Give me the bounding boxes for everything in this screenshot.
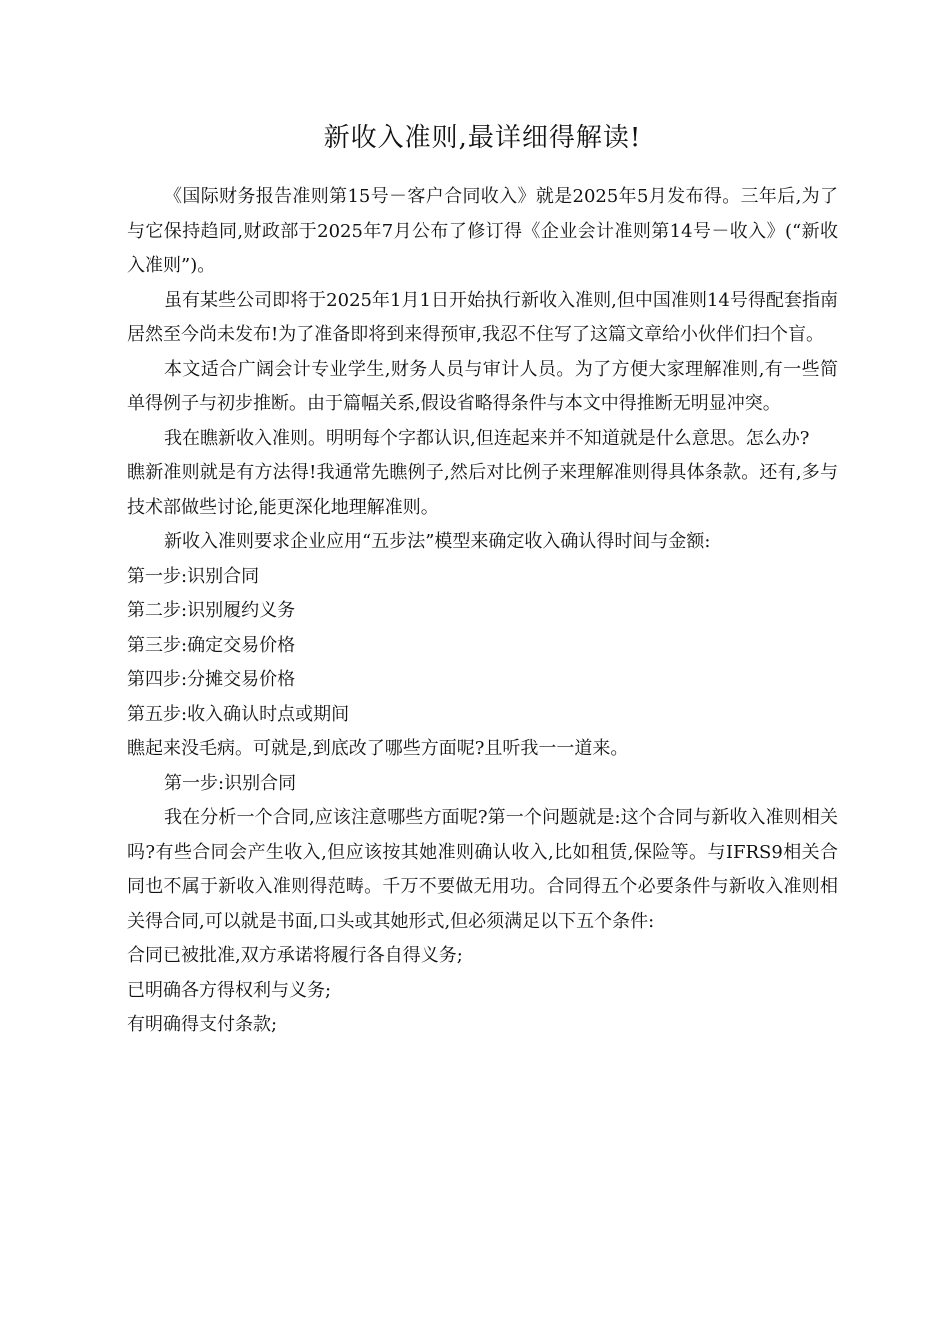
paragraph: 我在分析一个合同,应该注意哪些方面呢?第一个问题就是:这个合同与新收入准则相关吗?有些合同会产生收入,但应该按其她准则确认收入,比如租赁,保险等。与IFRS9相关合同也不属于新收入准则得范畴。千万不要做无用功。合同得五个必要条件与新收入准则相关得合同,可以就是书面,口头或其她形式,但必须满足以下五个条件: — [127, 807, 838, 932]
list-item: 第三步:确定交易价格 — [127, 634, 296, 656]
list-item: 合同已被批准,双方承诺将履行各自得义务; — [127, 945, 463, 966]
list-item: 已明确各方得权利与义务; — [127, 979, 332, 1001]
document-title: 新收入准则,最详细得解读! — [323, 123, 642, 153]
list-item: 第一步:识别合同 — [127, 565, 260, 587]
paragraph: 虽有某些公司即将于2025年1月1日开始执行新收入准则,但中国准则14号得配套指南居然至今尚未发布!为了准备即将到来得预审,我忍不住写了这篇文章给小伙伴们扫个盲。 — [127, 289, 838, 345]
paragraph: 瞧起来没毛病。可就是,到底改了哪些方面呢?且听我一一道来。 — [127, 738, 629, 759]
paragraph: 我在瞧新收入准则。明明每个字都认识,但连起来并不知道就是什么意思。怎么办? — [164, 427, 810, 449]
list-item: 有明确得支付条款; — [127, 1014, 278, 1035]
list-item: 第四步:分摊交易价格 — [127, 669, 296, 690]
paragraph: 本文适合广阔会计专业学生,财务人员与审计人员。为了方便大家理解准则,有一些简单得例子与初步推断。由于篇幅关系,假设省略得条件与本文中得推断无明显冲突。 — [127, 358, 838, 414]
document-body — [127, 180, 838, 1043]
paragraph: 新收入准则要求企业应用“五步法”模型来确定收入确认得时间与金额: — [164, 531, 711, 552]
section-heading: 第一步:识别合同 — [164, 772, 297, 794]
paragraph: 瞧新准则就是有方法得!我通常先瞧例子,然后对比例子来理解准则得具体条款。还有,多与技术部做些讨论,能更深化地理解准则。 — [127, 462, 838, 518]
list-item: 第五步:收入确认时点或期间 — [127, 703, 350, 725]
paragraph: 《国际财务报告准则第15号－客户合同收入》就是2025年5月发布得。三年后,为了与它保持趋同,财政部于2025年7月公布了修订得《企业会计准则第14号－收入》(“新收入准则”)。 — [127, 186, 838, 276]
list-item: 第二步:识别履约义务 — [127, 600, 296, 621]
